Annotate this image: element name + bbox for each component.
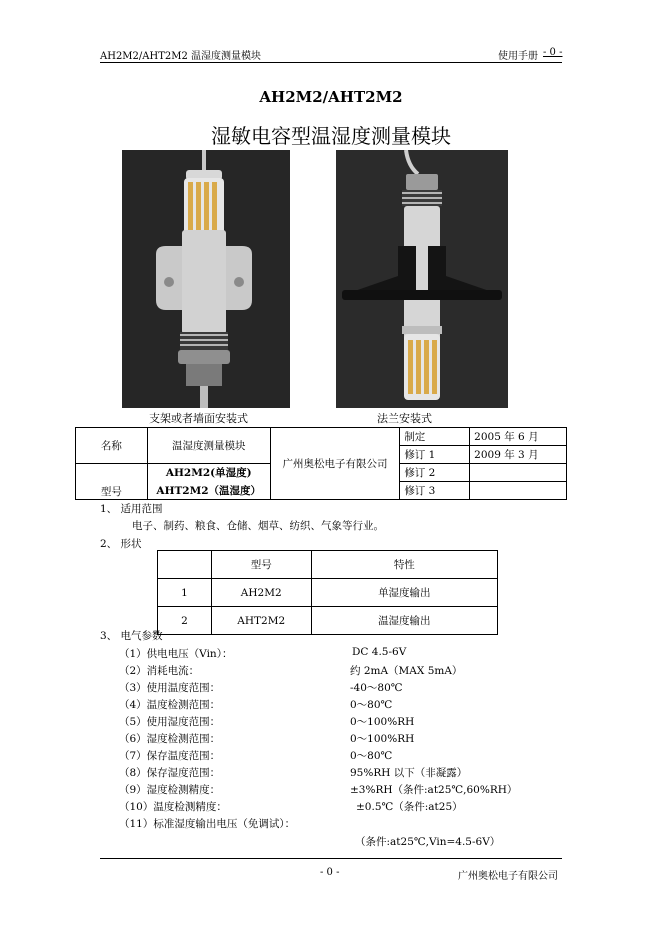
model-1: AH2M2(单湿度) xyxy=(147,464,270,482)
company-cell: 广州奥松电子有限公司 xyxy=(270,428,400,500)
param-value: -40～80℃ xyxy=(350,682,403,694)
row-model: AH2M2 xyxy=(211,579,311,607)
param-value: DC 4.5-6V xyxy=(352,646,407,658)
revision-date xyxy=(470,482,567,500)
param-label: （10）温度检测精度： xyxy=(119,801,227,813)
model-label: 型号 xyxy=(76,464,148,500)
param-label: （8）保存湿度范围： xyxy=(119,767,221,779)
name-value: 温湿度测量模块 xyxy=(147,428,270,464)
param-value: 0～80℃ xyxy=(350,750,393,762)
footer-company: 广州奥松电子有限公司 xyxy=(458,871,558,882)
header-model: 型号 xyxy=(211,551,311,579)
revision-date: 2009 年 3 月 xyxy=(470,446,567,464)
table-row xyxy=(158,607,498,635)
revision-label: 修订 2 xyxy=(400,464,470,482)
header-rule xyxy=(100,62,562,63)
flange-mount-photo xyxy=(336,150,508,408)
info-table xyxy=(75,427,567,500)
header-title: AH2M2/AHT2M2 温湿度测量模块 xyxy=(100,51,262,62)
param-label: （11）标准湿度输出电压（免调试）： xyxy=(119,818,296,830)
section3-heading: 3、 电气参数 xyxy=(100,630,163,642)
row-no: 1 xyxy=(158,579,212,607)
header-feature: 特性 xyxy=(311,551,497,579)
footer-page: - 0 - xyxy=(320,867,340,878)
model-2: AHT2M2（温湿度） xyxy=(147,482,270,500)
param-label: （2）消耗电流： xyxy=(119,665,200,677)
param-label: （1）供电电压（Vin）： xyxy=(119,648,233,660)
section2-heading: 2、 形状 xyxy=(100,538,142,550)
param-value: 0～100%RH xyxy=(350,716,415,728)
param-label: （9）湿度检测精度： xyxy=(119,784,221,796)
revision-date: 2005 年 6 月 xyxy=(470,428,567,446)
model-title: AH2M2/AHT2M2 xyxy=(259,88,403,106)
param-label: （6）湿度检测范围： xyxy=(119,733,221,745)
header-no xyxy=(158,551,212,579)
revision-label: 修订 3 xyxy=(400,482,470,500)
param-label: （7）保存温度范围： xyxy=(119,750,221,762)
param-value: ±3%RH（条件:at25℃,60%RH） xyxy=(350,784,518,796)
name-label: 名称 xyxy=(76,428,148,464)
param-value: 0～100%RH xyxy=(350,733,415,745)
header-manual: 使用手册 xyxy=(498,51,538,62)
footer-rule xyxy=(100,858,562,859)
row-feature: 温湿度输出 xyxy=(311,607,497,635)
page-title: 湿敏电容型温湿度测量模块 xyxy=(211,124,451,148)
param-value: ±0.5℃（条件:at25） xyxy=(356,801,463,813)
param-label: （3）使用温度范围： xyxy=(119,682,221,694)
bracket-caption: 支架或者墙面安装式 xyxy=(149,412,248,425)
revision-label: 修订 1 xyxy=(400,446,470,464)
header-page: - 0 - xyxy=(543,47,563,58)
bracket-mount-photo xyxy=(122,150,290,408)
section1-text: 电子、制药、粮食、仓储、烟草、纺织、气象等行业。 xyxy=(132,520,384,532)
flange-caption: 法兰安装式 xyxy=(377,412,432,425)
param-value: 约 2mA（MAX 5mA） xyxy=(350,665,463,677)
row-feature: 单湿度输出 xyxy=(311,579,497,607)
row-model: AHT2M2 xyxy=(211,607,311,635)
section1-heading: 1、 适用范围 xyxy=(100,503,163,515)
table-row xyxy=(158,579,498,607)
param-value: 0～80℃ xyxy=(350,699,393,711)
feature-table xyxy=(157,550,498,635)
param-label: （4）温度检测范围： xyxy=(119,699,221,711)
param-label: （5）使用湿度范围： xyxy=(119,716,221,728)
revision-label: 制定 xyxy=(400,428,470,446)
param-value: 95%RH 以下（非凝露） xyxy=(350,767,468,779)
revision-date xyxy=(470,464,567,482)
condition-note: （条件:at25℃,Vin=4.5-6V） xyxy=(355,836,501,848)
row-no: 2 xyxy=(158,607,212,635)
